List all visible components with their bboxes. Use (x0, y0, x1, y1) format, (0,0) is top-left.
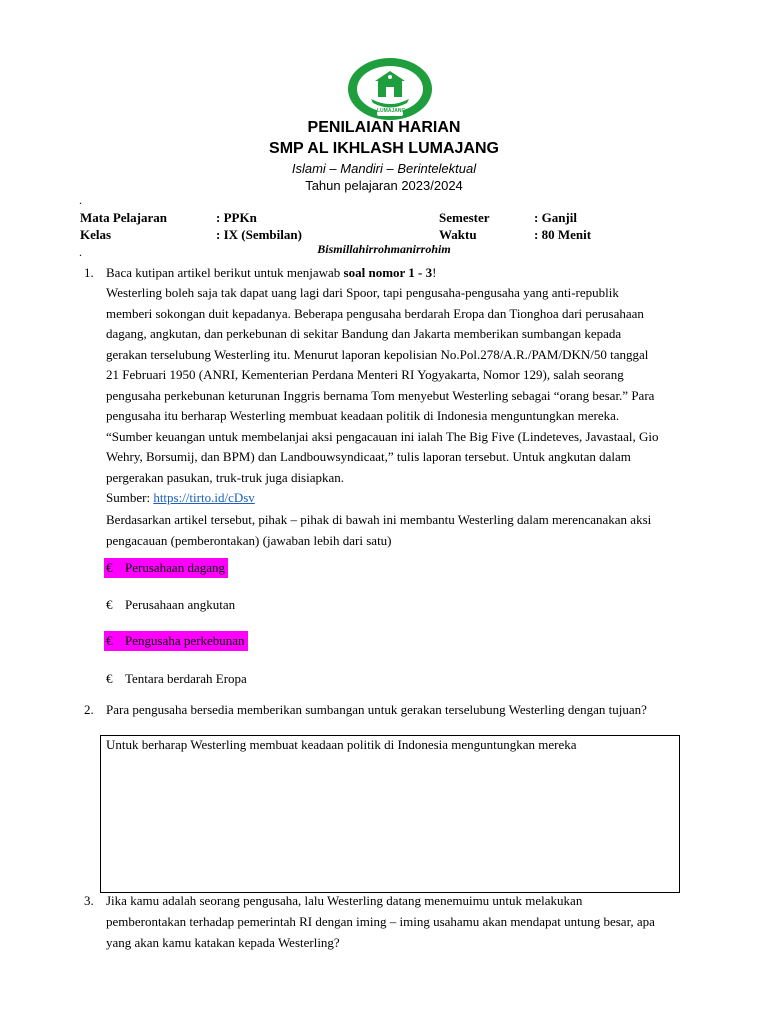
article-line: dagang, angkutan, dan perkebunan di sekitar Bandung dan Jakarta memberikan sumbangan kepada (106, 326, 622, 341)
subject-label: Mata Pelajaran (80, 210, 168, 225)
intro-text: Baca kutipan artikel berikut untuk menjawab (106, 265, 344, 280)
option-perusahaan-angkutan[interactable] (106, 597, 235, 613)
checkbox-icon: € (106, 597, 113, 612)
bismillah-text: Bismillahirrohmanirrohim (317, 242, 451, 256)
option-tentara-berdarah-eropa[interactable] (106, 671, 247, 687)
question-1-number: 1. (84, 265, 94, 280)
class-label: Kelas (80, 227, 112, 242)
intro-bold-text: soal nomor 1 - 3 (343, 265, 433, 280)
question-1-intro (106, 265, 437, 281)
semester-label: Semester (439, 210, 490, 225)
article-line: memberi sokongan duit kepadanya. Beberapa pengusaha berdarah Eropa dan Tionghoa dari perusahaan (106, 306, 644, 321)
question-3-text: yang akan kamu katakan kepada Westerling? (106, 935, 340, 950)
question-1-text: Berdasarkan artikel tersebut, pihak – pihak di bawah ini membantu Westerling dalam merencanakan aksi (106, 512, 652, 527)
subject-value: : PPKn (216, 210, 257, 225)
source-link[interactable]: https://tirto.id/cDsv (153, 490, 255, 505)
article-line: “Sumber keuangan untuk membelanjai aksi pengacauan ini ialah The Big Five (Lindeteves, Javastaal, Gio (106, 429, 659, 444)
option-label: Pengusaha perkebunan (125, 633, 245, 648)
semester-value: : Ganjil (534, 210, 577, 225)
time-label: Waktu (439, 227, 477, 242)
academic-year: Tahun pelajaran 2023/2024 (305, 178, 463, 193)
question-3-text: pemberontakan terhadap pemerintah RI dengan iming – iming usahamu akan mendapat untung besar, apa (106, 914, 655, 929)
logo-bottom-text: LUMAJANG (377, 108, 406, 114)
article-line: pengusaha itu berharap Westerling membuat keadaan politik di Indonesia menguntungkan mereka. (106, 408, 620, 423)
source-label: Sumber: (106, 490, 154, 505)
class-value: : IX (Sembilan) (216, 227, 302, 242)
checkbox-icon: € (106, 671, 113, 686)
checkbox-icon: € (106, 560, 113, 575)
question-3-number: 3. (84, 893, 94, 908)
question-2-number: 2. (84, 702, 94, 717)
option-label: Perusahaan angkutan (125, 597, 236, 612)
separator-dot: . (79, 193, 82, 207)
exam-title: PENILAIAN HARIAN (307, 119, 461, 136)
option-label: Perusahaan dagang (125, 560, 225, 575)
option-pengusaha-perkebunan[interactable] (104, 631, 248, 651)
school-motto: Islami – Mandiri – Berintelektual (291, 161, 477, 176)
option-label: Tentara berdarah Eropa (125, 671, 247, 686)
question-3-text: Jika kamu adalah seorang pengusaha, lalu Westerling datang menemuimu untuk melakukan (106, 893, 583, 908)
article-line: 21 Februari 1950 (ANRI, Kementerian Perdana Menteri RI Yogyakarta, Nomor 129), salah seorang (106, 367, 624, 382)
question-2-text: Para pengusaha bersedia memberikan sumbangan untuk gerakan terselubung Westerling dengan tujuan? (106, 702, 647, 717)
answer-box[interactable] (100, 735, 680, 893)
article-line: gerakan terselubung Westerling itu. Menurut laporan kepolisian No.Pol.278/A.R./PAM/DKN/50 tanggal (106, 347, 649, 362)
article-line: Westerling boleh saja tak dapat uang lagi dari Spoor, tapi pengusaha-pengusaha yang anti-republik (106, 285, 619, 300)
answer-text: Untuk berharap Westerling membuat keadaan politik di Indonesia menguntungkan mereka (106, 737, 577, 752)
time-value: : 80 Menit (534, 227, 592, 242)
article-line: pergerakan pasukan, truk-truk juga disiapkan. (106, 470, 345, 485)
school-name: SMP AL IKHLASH LUMAJANG (269, 140, 499, 157)
option-perusahaan-dagang[interactable] (104, 558, 228, 578)
school-logo (347, 57, 433, 121)
source-line (106, 490, 255, 506)
article-line: pengusaha perkebunan keturunan Inggris bernama Tom menyebut Westerling sebagai “orang besar.” Para (106, 388, 655, 403)
checkbox-icon: € (106, 633, 113, 648)
separator-dot: . (79, 245, 82, 259)
intro-end: ! (432, 265, 437, 280)
article-line: Wehry, Borsumij, dan BPM) dan Landbouwsyndicaat,” tulis laporan tersebut. Untuk angkutan dalam (106, 449, 631, 464)
question-1-text: pengacauan (pemberontakan) (jawaban lebih dari satu) (106, 533, 392, 548)
